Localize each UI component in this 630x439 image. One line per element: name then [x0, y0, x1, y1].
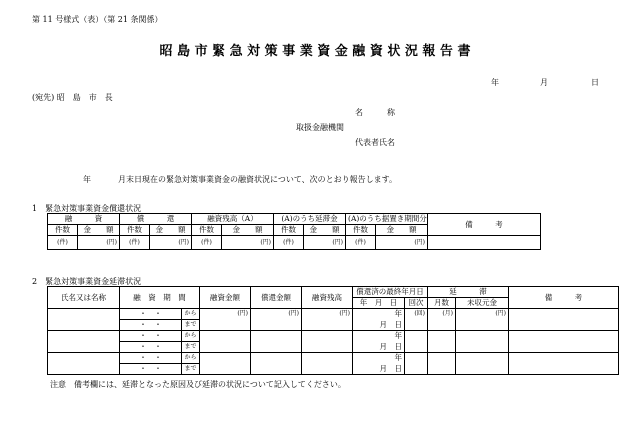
unit-yen: (円): [251, 309, 302, 331]
period-to: まで: [182, 320, 200, 331]
unit-count: (件): [274, 236, 304, 250]
institution-label: 取扱金融機関: [296, 123, 344, 132]
date-day: 日: [591, 78, 599, 87]
sub-count: 件数: [48, 225, 78, 236]
header-loan: 融 資: [48, 214, 120, 225]
header-remarks: 備 考: [428, 214, 541, 236]
unit-yen: (円): [150, 236, 192, 250]
unpaid-cell[interactable]: [456, 353, 509, 375]
sub-amount: 金 額: [376, 225, 428, 236]
header-ymd: 年 月 日: [353, 298, 405, 309]
remarks-cell[interactable]: [509, 353, 619, 375]
note: 注意 備考欄には、延滞となった原因及び延滞の状況について記入してください。: [50, 380, 346, 389]
monthday-label: 月 日: [353, 342, 405, 353]
header-repay-amount: 償還金額: [251, 287, 302, 309]
unit-kai: (回): [405, 309, 428, 331]
monthday-label: 月 日: [353, 364, 405, 375]
period-dots: ・ ・: [120, 353, 182, 364]
addressee: (宛先) 昭 島 市 長: [32, 93, 113, 102]
period-from: から: [182, 309, 200, 320]
date-year: 年: [491, 78, 499, 87]
loan-cell[interactable]: [200, 353, 251, 375]
period-dots: ・ ・: [120, 309, 182, 320]
sub-amount: 金 額: [222, 225, 274, 236]
months-cell[interactable]: [428, 331, 456, 353]
header-deferment: (A)のうち据置き期間分: [346, 214, 428, 225]
name-label: 名 称: [355, 108, 395, 117]
header-remarks: 備 考: [509, 287, 619, 309]
year-label: 年: [353, 353, 405, 364]
section1-heading: 1 緊急対策事業資金償還状況: [32, 204, 142, 213]
sub-count: 件数: [346, 225, 376, 236]
date-month: 月: [540, 78, 548, 87]
balance-cell[interactable]: [302, 331, 353, 353]
unit-count: (件): [346, 236, 376, 250]
period-from: から: [182, 353, 200, 364]
name-cell[interactable]: [48, 353, 120, 375]
remarks-cell[interactable]: [509, 331, 619, 353]
unit-yen: (円): [304, 236, 346, 250]
period-dots: ・ ・: [120, 331, 182, 342]
header-name: 氏名又は名称: [48, 287, 120, 309]
representative-label: 代表者氏名: [355, 138, 395, 147]
period-to: まで: [182, 364, 200, 375]
header-unpaid: 未収元金: [456, 298, 509, 309]
unit-yen: (円): [78, 236, 120, 250]
loan-cell[interactable]: [200, 331, 251, 353]
unit-yen: (円): [200, 309, 251, 331]
header-loan-amount: 融資金額: [200, 287, 251, 309]
period-dots: ・ ・: [120, 364, 182, 375]
header-count: 回次: [405, 298, 428, 309]
unit-yen: (円): [302, 309, 353, 331]
unit-yen: (円): [456, 309, 509, 331]
repay-cell[interactable]: [251, 353, 302, 375]
unit-count: (件): [48, 236, 78, 250]
unit-count: (件): [192, 236, 222, 250]
header-period: 融 資 期 間: [120, 287, 200, 309]
balance-cell[interactable]: [302, 353, 353, 375]
header-balance: 融資残高: [302, 287, 353, 309]
period-to: まで: [182, 342, 200, 353]
year-label: 年: [353, 309, 405, 320]
year-label: 年: [353, 331, 405, 342]
count-cell[interactable]: [405, 331, 428, 353]
unpaid-cell[interactable]: [456, 331, 509, 353]
sub-count: 件数: [120, 225, 150, 236]
months-cell[interactable]: [428, 353, 456, 375]
repay-cell[interactable]: [251, 331, 302, 353]
header-repayment: 償 還: [120, 214, 192, 225]
header-balance: 融資残高（A）: [192, 214, 274, 225]
name-cell[interactable]: [48, 309, 120, 331]
sub-count: 件数: [274, 225, 304, 236]
sub-count: 件数: [192, 225, 222, 236]
period-dots: ・ ・: [120, 320, 182, 331]
unit-count: (件): [120, 236, 150, 250]
form-reference: 第 11 号様式（表）（第 21 条関係）: [32, 15, 163, 24]
page-title: 昭 島 市 緊 急 対 策 事 業 資 金 融 資 状 況 報 告 書: [159, 44, 471, 59]
name-cell[interactable]: [48, 331, 120, 353]
unit-yen: (円): [376, 236, 428, 250]
intro-year: 年: [83, 175, 91, 184]
unit-tsuki: (月): [428, 309, 456, 331]
count-cell[interactable]: [405, 353, 428, 375]
header-months: 月数: [428, 298, 456, 309]
repayment-status-table: [47, 213, 541, 250]
header-last-repayment: 償還済の最終年月日: [353, 287, 428, 298]
period-dots: ・ ・: [120, 342, 182, 353]
sub-amount: 金 額: [150, 225, 192, 236]
remarks-cell[interactable]: [509, 309, 619, 331]
unit-yen: (円): [222, 236, 274, 250]
overdue-status-table: [47, 286, 619, 375]
header-overdue: 延 滞: [428, 287, 509, 298]
period-from: から: [182, 331, 200, 342]
monthday-label: 月 日: [353, 320, 405, 331]
header-overdue: (A)のうち延滞金: [274, 214, 346, 225]
sub-amount: 金 額: [78, 225, 120, 236]
section2-heading: 2 緊急対策事業資金延滞状況: [32, 277, 142, 286]
intro-text: 月末日現在の緊急対策事業資金の融資状況について、次のとおり報告します。: [118, 175, 398, 184]
remarks-cell[interactable]: [428, 236, 541, 250]
sub-amount: 金 額: [304, 225, 346, 236]
